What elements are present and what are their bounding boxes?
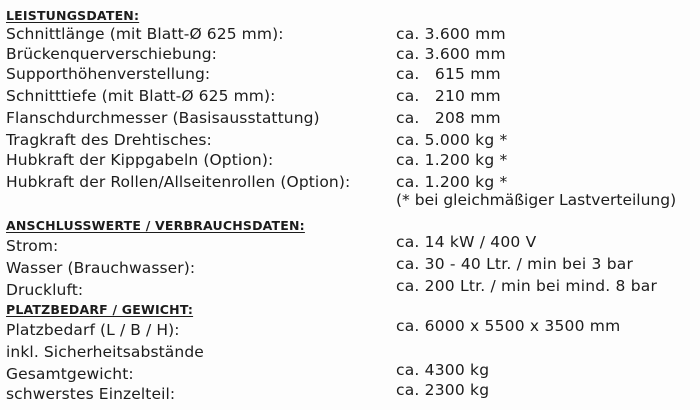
spec-label: Hubkraft der Kippgabeln (Option): — [6, 151, 274, 169]
spec-value: ca. 615 mm — [396, 65, 501, 83]
spec-value: ca. 6000 x 5500 x 3500 mm — [396, 317, 621, 335]
section-heading-platzbedarf: PLATZBEDARF / GEWICHT: — [6, 302, 194, 317]
spec-row — [6, 172, 694, 192]
spec-label: schwerstes Einzelteil: — [6, 385, 176, 403]
spec-value: ca. 208 mm — [396, 109, 501, 127]
spec-value: ca. 210 mm — [396, 87, 501, 105]
spec-row — [6, 44, 694, 64]
spec-row — [6, 130, 694, 150]
spec-row — [6, 24, 694, 44]
spec-value: ca. 4300 kg — [396, 361, 490, 379]
spec-label: Strom: — [6, 237, 59, 255]
spec-row — [6, 277, 694, 300]
spec-row — [6, 233, 694, 256]
spec-value: ca. 30 - 40 Ltr. / min bei 3 bar — [396, 255, 634, 273]
spec-row — [6, 381, 694, 404]
spec-value: ca. 200 Ltr. / min bei mind. 8 bar — [396, 277, 658, 295]
spec-row — [6, 317, 694, 340]
spec-value: ca. 14 kW / 400 V — [396, 233, 537, 251]
spec-label: Supporthöhenverstellung: — [6, 65, 211, 83]
footnote-load-distribution: (* bei gleichmäßiger Lastverteilung) — [396, 191, 677, 209]
spec-label: Gesamtgewicht: — [6, 365, 134, 383]
spec-value: ca. 3.600 mm — [396, 25, 506, 43]
spec-value: ca. 1.200 kg * — [396, 173, 508, 191]
spec-row — [6, 150, 694, 170]
spec-label: Druckluft: — [6, 281, 84, 299]
spec-label: Tragkraft des Drehtisches: — [6, 131, 212, 149]
spec-row — [6, 342, 694, 362]
spec-label: Wasser (Brauchwasser): — [6, 259, 196, 277]
spec-row — [6, 255, 694, 278]
spec-value: ca. 1.200 kg * — [396, 151, 508, 169]
spec-value: ca. 2300 kg — [396, 381, 490, 399]
spec-row — [6, 86, 694, 106]
section-heading-leistungsdaten: LEISTUNGSDATEN: — [6, 8, 140, 23]
spec-row — [6, 108, 694, 128]
spec-label: Brückenquerverschiebung: — [6, 45, 217, 63]
spec-value: ca. 5.000 kg * — [396, 131, 508, 149]
spec-label: Schnitttiefe (mit Blatt-Ø 625 mm): — [6, 87, 276, 105]
spec-label: inkl. Sicherheitsabstände — [6, 343, 204, 361]
spec-label: Flanschdurchmesser (Basisausstattung) — [6, 109, 320, 127]
spec-row — [6, 361, 694, 384]
spec-value: ca. 3.600 mm — [396, 45, 506, 63]
spec-label: Platzbedarf (L / B / H): — [6, 321, 180, 339]
spec-label: Schnittlänge (mit Blatt-Ø 625 mm): — [6, 25, 284, 43]
spec-row — [6, 64, 694, 84]
spec-label: Hubkraft der Rollen/Allseitenrollen (Option): — [6, 173, 351, 191]
section-heading-anschlusswerte: ANSCHLUSSWERTE / VERBRAUCHSDATEN: — [6, 218, 305, 233]
